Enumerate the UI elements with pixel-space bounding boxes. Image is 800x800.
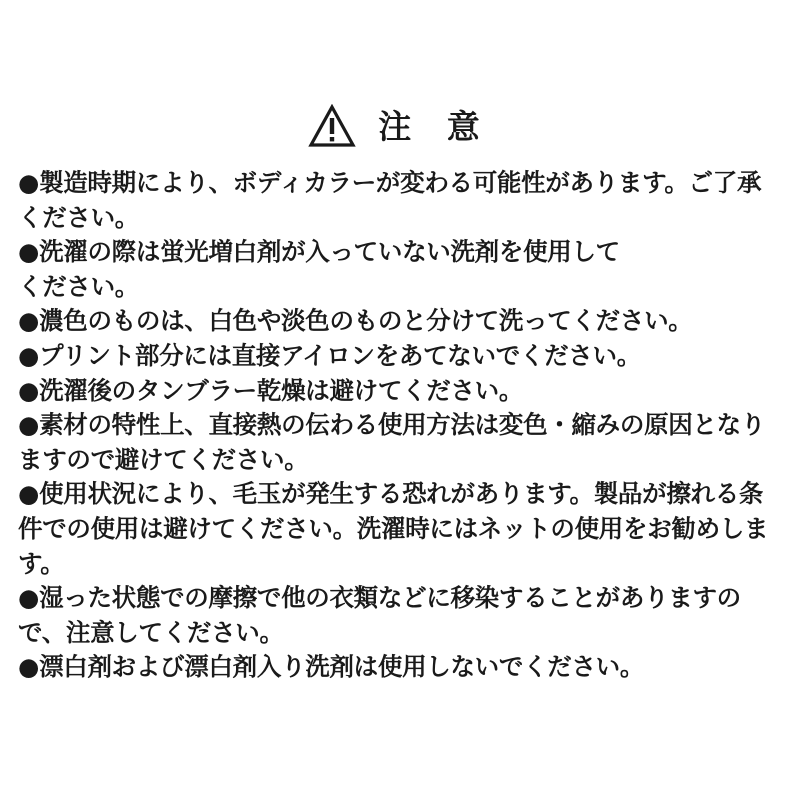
care-note-body-color: ●製造時期により、ボディカラーが変わる可能性があります。ご了承ください。 xyxy=(18,168,762,232)
warning-triangle-icon xyxy=(308,104,356,148)
care-note-print-iron: ●プリント部分には直接アイロンをあてないでください。 xyxy=(18,340,641,370)
care-note-direct-heat: ●素材の特性上、直接熱の伝わる使用方法は変色・縮みの原因となりますので避けてください。 xyxy=(18,410,766,474)
care-note-color-transfer: ●湿った状態での摩擦で他の衣類などに移染することがありますので、注意してください。 xyxy=(18,583,741,647)
care-note-pilling: ●使用状況により、毛玉が発生する恐れがあります。製品が擦れる条件での使用は避けてください。洗濯時にはネットの使用をお勧めします。 xyxy=(18,479,769,578)
care-notes-list xyxy=(18,166,784,685)
care-note-bleach: ●漂白剤および漂白剤入り洗剤は使用しないでください。 xyxy=(18,652,645,682)
care-note-tumble-dry: ●洗濯後のタンブラー乾燥は避けてください。 xyxy=(18,375,524,405)
care-note-detergent-continued: ください。 xyxy=(18,271,139,301)
notice-heading xyxy=(0,98,800,154)
notice-title: 注 意 xyxy=(378,106,492,146)
care-note-detergent: ●洗濯の際は蛍光増白剤が入っていない洗剤を使用して xyxy=(18,237,620,267)
care-note-dark-colors: ●濃色のものは、白色や淡色のものと分けて洗ってください。 xyxy=(18,306,693,336)
